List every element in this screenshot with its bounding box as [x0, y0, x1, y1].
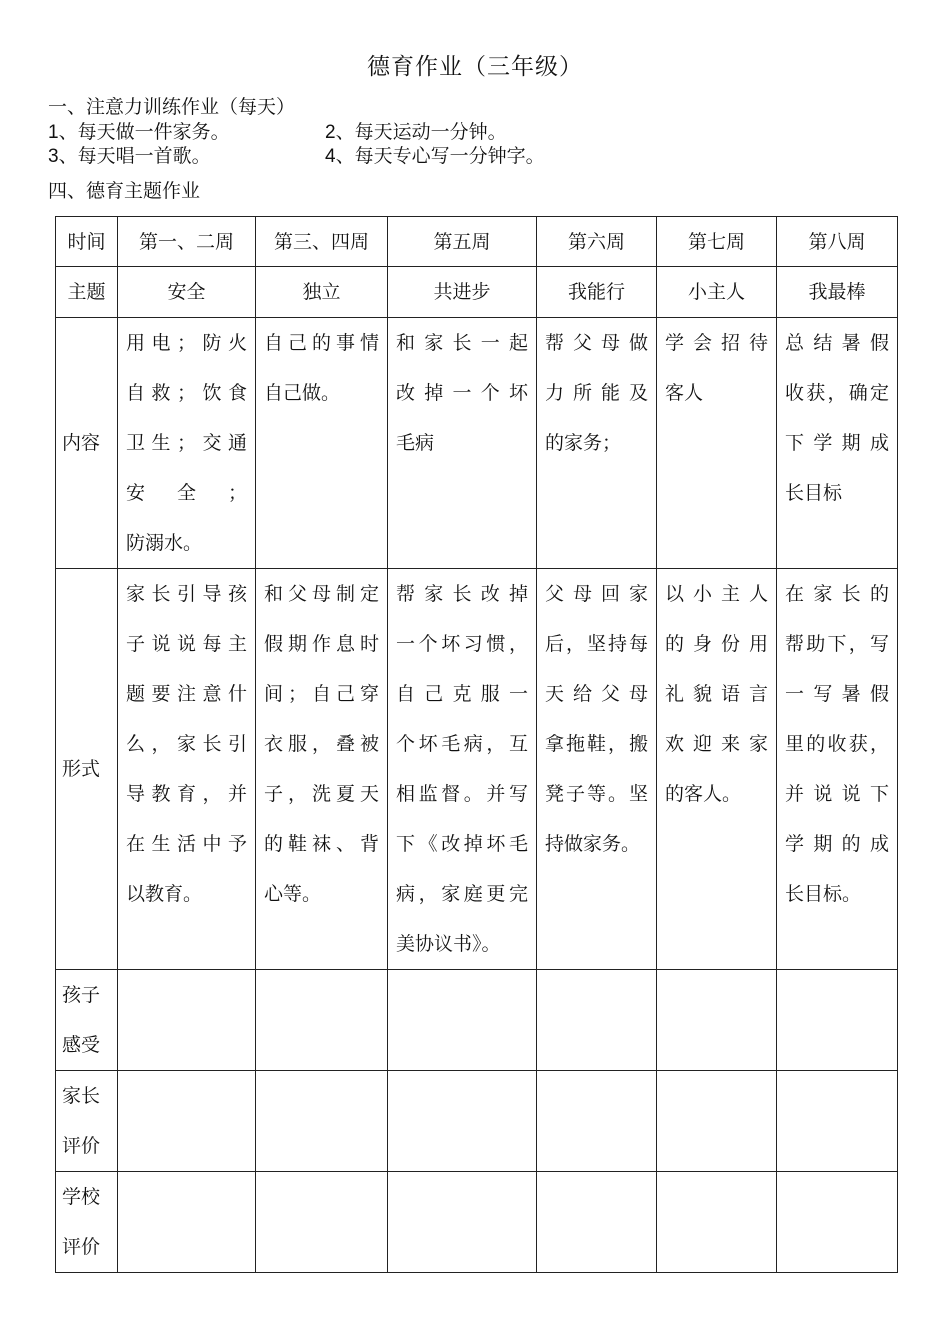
cell-line: 改掉一个坏 — [396, 382, 528, 404]
row-label-time: 时间 — [56, 217, 118, 267]
cell-line: 持做家务。 — [545, 833, 641, 855]
cell-line: 欢迎来家 — [665, 733, 768, 755]
week-header: 第六周 — [537, 217, 657, 267]
cell-line: 礼貌语言 — [665, 683, 768, 705]
cell-line: 自己做。 — [264, 382, 341, 404]
cell-line: 并说说下 — [785, 783, 889, 805]
task-item-2 — [325, 117, 507, 144]
cell-line: 评价 — [62, 1236, 101, 1258]
cell-line: 的客人。 — [665, 783, 742, 805]
row-label-content: 内容 — [56, 318, 118, 569]
cell-line: 衣服，叠被 — [264, 733, 379, 755]
cell-line: 么，家长引 — [126, 733, 247, 755]
table-row-content — [56, 318, 898, 569]
empty-cell[interactable] — [256, 1172, 388, 1273]
empty-cell[interactable] — [777, 1172, 898, 1273]
task-number: 2、 — [325, 122, 355, 143]
empty-cell[interactable] — [537, 970, 657, 1071]
cell-line: 感受 — [62, 1034, 101, 1056]
task-number: 3、 — [48, 146, 78, 167]
cell-line: 学会招待 — [665, 332, 768, 354]
task-text: 每天做一件家务。 — [77, 121, 230, 143]
cell-line: 力所能及 — [545, 382, 648, 404]
row-label-parent-eval — [56, 1071, 118, 1172]
theme-cell: 我能行 — [537, 267, 657, 318]
week-header: 第八周 — [777, 217, 898, 267]
cell-line: 卫生；交通 — [126, 432, 247, 454]
empty-cell[interactable] — [256, 970, 388, 1071]
cell-line: 毛病 — [396, 432, 435, 454]
empty-cell[interactable] — [537, 1172, 657, 1273]
row-label-theme: 主题 — [56, 267, 118, 318]
empty-cell[interactable] — [388, 970, 537, 1071]
cell-line: 天给父母 — [545, 683, 648, 705]
cell-line: 在生活中予 — [126, 833, 247, 855]
cell-line: 个坏毛病，互 — [396, 733, 528, 755]
table-row-child-feeling — [56, 970, 898, 1071]
empty-cell[interactable] — [657, 1172, 777, 1273]
cell-line: 拿拖鞋，搬 — [545, 733, 648, 755]
week-header: 第三、四周 — [256, 217, 388, 267]
page-title: 德育作业（三年级） — [367, 54, 583, 80]
form-cell — [777, 569, 898, 970]
cell-line: 家长引导孩 — [126, 583, 247, 605]
table-row-time — [56, 217, 898, 267]
cell-line: 的身份用 — [665, 633, 768, 655]
cell-line: 下学期成 — [785, 432, 889, 454]
empty-cell[interactable] — [118, 1071, 256, 1172]
task-item-3 — [48, 141, 211, 168]
cell-line: 导教育，并 — [126, 783, 247, 805]
empty-cell[interactable] — [657, 970, 777, 1071]
cell-line: 孩子 — [62, 984, 101, 1006]
cell-line: 家长 — [62, 1085, 101, 1107]
table-row-form — [56, 569, 898, 970]
cell-line: 题要注意什 — [126, 683, 247, 705]
cell-line: 的家务； — [545, 432, 622, 454]
section-4-heading: 四、德育主题作业 — [48, 180, 201, 202]
cell-line: 自己克服一 — [396, 683, 528, 705]
cell-line: 自救；饮食 — [126, 382, 247, 404]
cell-line: 收获，确定 — [785, 382, 889, 404]
cell-line: 用电；防火 — [126, 332, 247, 354]
cell-line: 帮父母做 — [545, 332, 648, 354]
empty-cell[interactable] — [388, 1172, 537, 1273]
theme-cell: 独立 — [256, 267, 388, 318]
task-text: 每天专心写一分钟字。 — [354, 145, 545, 167]
theme-cell: 共进步 — [388, 267, 537, 318]
cell-line: 凳子等。坚 — [545, 783, 648, 805]
empty-cell[interactable] — [777, 970, 898, 1071]
cell-line: 以教育。 — [126, 883, 203, 905]
cell-line: 以小主人 — [665, 583, 768, 605]
table-row-school-eval — [56, 1172, 898, 1273]
task-text: 每天运动一分钟。 — [354, 121, 507, 143]
week-header: 第一、二周 — [118, 217, 256, 267]
cell-line: 长目标。 — [785, 883, 862, 905]
form-cell — [118, 569, 256, 970]
cell-line: 学校 — [62, 1186, 101, 1208]
theme-cell: 小主人 — [657, 267, 777, 318]
content-cell — [256, 318, 388, 569]
empty-cell[interactable] — [537, 1071, 657, 1172]
empty-cell[interactable] — [256, 1071, 388, 1172]
cell-line: 防溺水。 — [126, 532, 203, 554]
cell-line: 心等。 — [264, 883, 322, 905]
theme-cell: 我最棒 — [777, 267, 898, 318]
cell-line: 客人 — [665, 382, 704, 404]
row-label-form: 形式 — [56, 569, 118, 970]
cell-line: 里的收获， — [785, 733, 889, 755]
task-text: 每天唱一首歌。 — [77, 145, 211, 167]
cell-line: 间；自己穿 — [264, 683, 379, 705]
empty-cell[interactable] — [388, 1071, 537, 1172]
empty-cell[interactable] — [777, 1071, 898, 1172]
table-row-parent-eval — [56, 1071, 898, 1172]
content-cell — [118, 318, 256, 569]
row-label-child-feeling — [56, 970, 118, 1071]
table-row-theme — [56, 267, 898, 318]
cell-line: 子，洗夏天 — [264, 783, 379, 805]
cell-line: 病，家庭更完 — [396, 883, 528, 905]
content-cell — [777, 318, 898, 569]
cell-line: 的鞋袜、背 — [264, 833, 379, 855]
row-label-school-eval — [56, 1172, 118, 1273]
empty-cell[interactable] — [118, 970, 256, 1071]
cell-line: 帮助下，写 — [785, 633, 889, 655]
cell-line: 学期的成 — [785, 833, 889, 855]
content-cell — [657, 318, 777, 569]
content-cell — [537, 318, 657, 569]
form-cell — [388, 569, 537, 970]
form-cell — [657, 569, 777, 970]
cell-line: 自己的事情 — [264, 332, 379, 354]
cell-line: 和父母制定 — [264, 583, 379, 605]
task-item-1 — [48, 117, 230, 144]
cell-line: 美协议书》。 — [396, 933, 501, 955]
empty-cell[interactable] — [118, 1172, 256, 1273]
cell-line: 后，坚持每 — [545, 633, 648, 655]
task-number: 4、 — [325, 146, 355, 167]
cell-line: 长目标 — [785, 482, 843, 504]
task-number: 1、 — [48, 122, 78, 143]
cell-line: 假期作息时 — [264, 633, 379, 655]
cell-line: 子说说每主 — [126, 633, 247, 655]
form-cell — [537, 569, 657, 970]
cell-line: 总结暑假 — [785, 332, 889, 354]
task-item-4 — [325, 141, 545, 168]
cell-line: 一写暑假 — [785, 683, 889, 705]
cell-line: 一个坏习惯， — [396, 633, 528, 655]
week-header: 第七周 — [657, 217, 777, 267]
cell-line: 在家长的 — [785, 583, 889, 605]
theme-cell: 安全 — [118, 267, 256, 318]
moral-homework-table — [55, 216, 898, 1273]
cell-line: 帮家长改掉 — [396, 583, 528, 605]
form-cell — [256, 569, 388, 970]
cell-line: 父母回家 — [545, 583, 648, 605]
cell-line: 安全； — [126, 482, 247, 504]
cell-line: 和家长一起 — [396, 332, 528, 354]
section-1-heading: 一、注意力训练作业（每天） — [48, 96, 296, 118]
cell-line: 下《改掉坏毛 — [396, 833, 528, 855]
cell-line: 评价 — [62, 1135, 101, 1157]
empty-cell[interactable] — [657, 1071, 777, 1172]
content-cell — [388, 318, 537, 569]
week-header: 第五周 — [388, 217, 537, 267]
cell-line: 相监督。并写 — [396, 783, 528, 805]
